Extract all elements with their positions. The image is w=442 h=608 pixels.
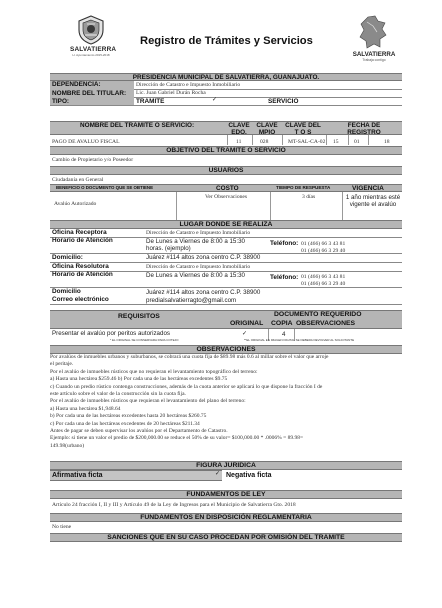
costo-value: Ver Observaciones [205, 194, 248, 200]
resolutora-label: Oficina Resolutora [52, 263, 109, 270]
servicio-label: SERVICIO [268, 97, 299, 105]
costo-header: COSTO [216, 184, 239, 192]
domicilio1-value: Juárez #114 altos zona centro C.P. 38900 [146, 254, 261, 261]
telefono2-value-line2: 01 (466) 66 3 29 40 [301, 281, 346, 287]
vigencia-value: 1 año mientras esté vigente el avalúo [345, 194, 401, 209]
tiempo-value: 3 días [302, 194, 316, 200]
fundamentos-header: FUNDAMENTOS DE LEY [50, 490, 402, 499]
domicilio1-label: Domicilio: [52, 254, 83, 261]
brand-logo [358, 14, 388, 50]
afirmativa-label: Afirmativa ficta [52, 472, 103, 479]
titular-value: Lic. Juan Gabriel Durán Rocha [136, 90, 206, 96]
usuarios-header: USUARIOS [50, 166, 402, 175]
footnote-right: **EL ORIGINAL EN IMAGEN DIGITAL SE DEBERA DEVOLVER AL SOLICITANTE [244, 338, 355, 342]
copia-header: COPIA [271, 320, 293, 327]
horario1-label: Horario de Atención [52, 237, 113, 244]
observaciones-line: 149.98(urbano) [50, 442, 85, 449]
observaciones-line: a) Hasta una hectárea $259.46 b) Por cada una de las hectáreas excedentes $9.75 [50, 376, 228, 383]
doc-requerido-header: DOCUMENTO REQUERIDO [274, 310, 362, 318]
sanciones-header: SANCIONES QUE EN SU CASO PROCEDAN POR OMISIÓN DEL TRAMITE [50, 533, 402, 542]
tipo-label: TIPO: [52, 97, 70, 105]
telefono2-value-line1: 01 (466) 66 3 43 81 [301, 274, 346, 280]
observaciones-line: b) Por cada una de las hectáreas excedentes hasta 20 hectáreas $260.75 [50, 413, 207, 420]
observaciones-line: el peritaje. [50, 361, 74, 368]
clave-edo-value: 11 [236, 139, 242, 145]
tramite-label: TRAMITE [136, 97, 165, 105]
clave-tos-header: CLAVE DEL T O S [285, 122, 321, 136]
reglamentaria-value: No tiene [52, 524, 72, 530]
state-map-icon [358, 14, 388, 50]
observaciones-col-header: OBSERVACIONES [296, 320, 356, 327]
tiempo-header: TIEMPO DE RESPUESTA [276, 185, 331, 190]
resolutora-value: Dirección de Catastro e Impuesto Inmobiliario [146, 263, 251, 270]
figura-header: FIGURA JURIDICA [50, 461, 402, 470]
tramite-check-icon: ✓ [212, 96, 218, 103]
documento-value: Avalúo Autorizado [54, 201, 97, 207]
horario1-value-line2: horas. (ejemplo) [146, 245, 191, 252]
observaciones-line: este artículo sobre el valor de la construcción sin la cuota fija. [50, 391, 186, 398]
correo-label: Correo electrónico [52, 296, 109, 303]
original-header: ORIGINAL [230, 320, 264, 327]
observaciones-line: c) Por cada una de las hectáreas excedentes de 20 hectáreas $211.34 [50, 420, 200, 427]
brand-sub: Trabaja contigo [362, 58, 386, 62]
fecha-year: 18 [384, 139, 390, 145]
vigencia-header: VIGENCIA [352, 184, 384, 192]
original-check-icon: ✓ [242, 329, 248, 337]
horario2-value: De Lunes a Viernes de 8:00 a 15:30 [146, 271, 245, 279]
horario1-value-line1: De Lunes a Viernes de 8:00 a 15:30 [146, 237, 245, 245]
municipality-logo-sub: H. Ayuntamiento 2015-2018 [72, 53, 110, 57]
observaciones-text [50, 354, 404, 450]
brand-name: SALVATIERRA [352, 51, 396, 58]
dependencia-value: Dirección de Catastro e Impuesto Inmobiliario [136, 82, 241, 88]
page-title: Registro de Trámites y Servicios [140, 35, 313, 47]
clave-mpio-header: CLAVE MPIO [256, 122, 278, 136]
beneficio-doc-header: BENEFICIO O DOCUMENTO QUE SE OBTIENE [56, 184, 154, 190]
municipality-seal [76, 15, 106, 45]
negativa-label: Negativa ficta [226, 472, 272, 479]
lugar-header: LUGAR DONDE SE REALIZA [50, 220, 402, 229]
receptora-value: Dirección de Catastro e Impuesto Inmobiliario [146, 229, 251, 236]
observaciones-line: Por el avalúo de inmuebles rústicos que requieran el levantamiento del plano del terreno: [50, 398, 246, 405]
observaciones-header: OBSERVACIONES [50, 345, 402, 354]
usuarios-value: Ciudadanía en General [52, 176, 104, 183]
requisito-item: Presentar el avalúo por peritos autorizados [52, 330, 170, 337]
fecha-header: FECHA DE REGISTRO [347, 122, 381, 136]
telefono2-label: Teléfono: [270, 274, 299, 281]
copia-value: 4 [282, 331, 286, 338]
domicilio2-label: Domicilio [52, 288, 81, 295]
horario2-label: Horario de Atención [52, 271, 113, 278]
observaciones-line: a) Hasta una hectárea $1,948.64 [50, 405, 121, 412]
service-name-header: NOMBRE DEL TRAMITE O SERVICIO: [80, 122, 195, 129]
seal-icon [76, 15, 106, 45]
service-name-value: PAGO DE AVALUO FISCAL [52, 139, 120, 145]
fundamentos-value: Artículo 24 fracción I, II y III y Artículo 49 de la Ley de Ingresos para el Municipio de Salvatierra Gto. 2018 [52, 502, 296, 508]
telefono1-value-line2: 01 (466) 66 3 29 40 [301, 247, 346, 254]
footnote-left: * EL ORIGINAL SE CONSERVARA PARA COTEJO [110, 338, 179, 342]
correo-value: predialsalvatierragto@gmail.com [146, 296, 237, 304]
municipality-logo-name: SALVATIERRA [70, 46, 117, 53]
observaciones-line: Ejemplo: si tiene un valor el predio de $200,000.00 se reduce el 50% de su valor= $100,000.00 * .0006% = 89.98= [50, 435, 304, 442]
domicilio2-value: Juárez #114 altos zona centro C.P. 38900 [146, 288, 261, 296]
observaciones-line: Antes de pagar se deben supervisar los avalúos por el Departamento de Catastro. [50, 428, 228, 435]
observaciones-line: Por el avalúo de inmuebles rústicos que no requieran el levantamiento topográfico del terreno: [50, 368, 258, 375]
observaciones-line: Por avalúos de inmuebles urbanos y suburbanos, se cobrará una cuota fija de $89.98 más 0.6 al millar sobre el valor que arroje [50, 354, 329, 360]
receptora-label: Oficina Receptora [52, 229, 107, 236]
clave-edo-header: CLAVE EDO. [228, 122, 250, 136]
titular-label: NOMBRE DEL TITULAR: [52, 89, 127, 97]
requisitos-header: REQUISITOS [118, 313, 160, 320]
clave-mpio-value: 028 [260, 139, 269, 145]
office-bar: PRESIDENCIA MUNICIPAL DE SALVATIERRA, GUANAJUATO. [50, 73, 402, 81]
observaciones-line: c) Cuando un predio rústico contenga construcciones, además de la cuota anterior se aplicará lo que dispone la fracción I de [50, 383, 323, 390]
dependencia-label: DEPENDENCIA: [52, 81, 101, 88]
clave-tos-value: MT-SAL-CA-02 [288, 139, 326, 145]
telefono1-label: Teléfono: [270, 240, 299, 247]
objetivo-value: Cambio de Propietario y/o Poseedor [52, 157, 134, 163]
objetivo-header: OBJETIVO DEL TRAMITE O SERVICIO [50, 146, 402, 155]
telefono1-value-line1: 01 (466) 66 3 43 81 [301, 240, 346, 247]
fecha-day: 15 [333, 139, 339, 145]
reglamentaria-header: FUNDAMENTOS EN DISPOSICIÓN REGLAMENTARIA [50, 513, 402, 522]
fecha-month: 01 [354, 139, 360, 145]
negativa-check-icon: ✓ [215, 470, 221, 477]
